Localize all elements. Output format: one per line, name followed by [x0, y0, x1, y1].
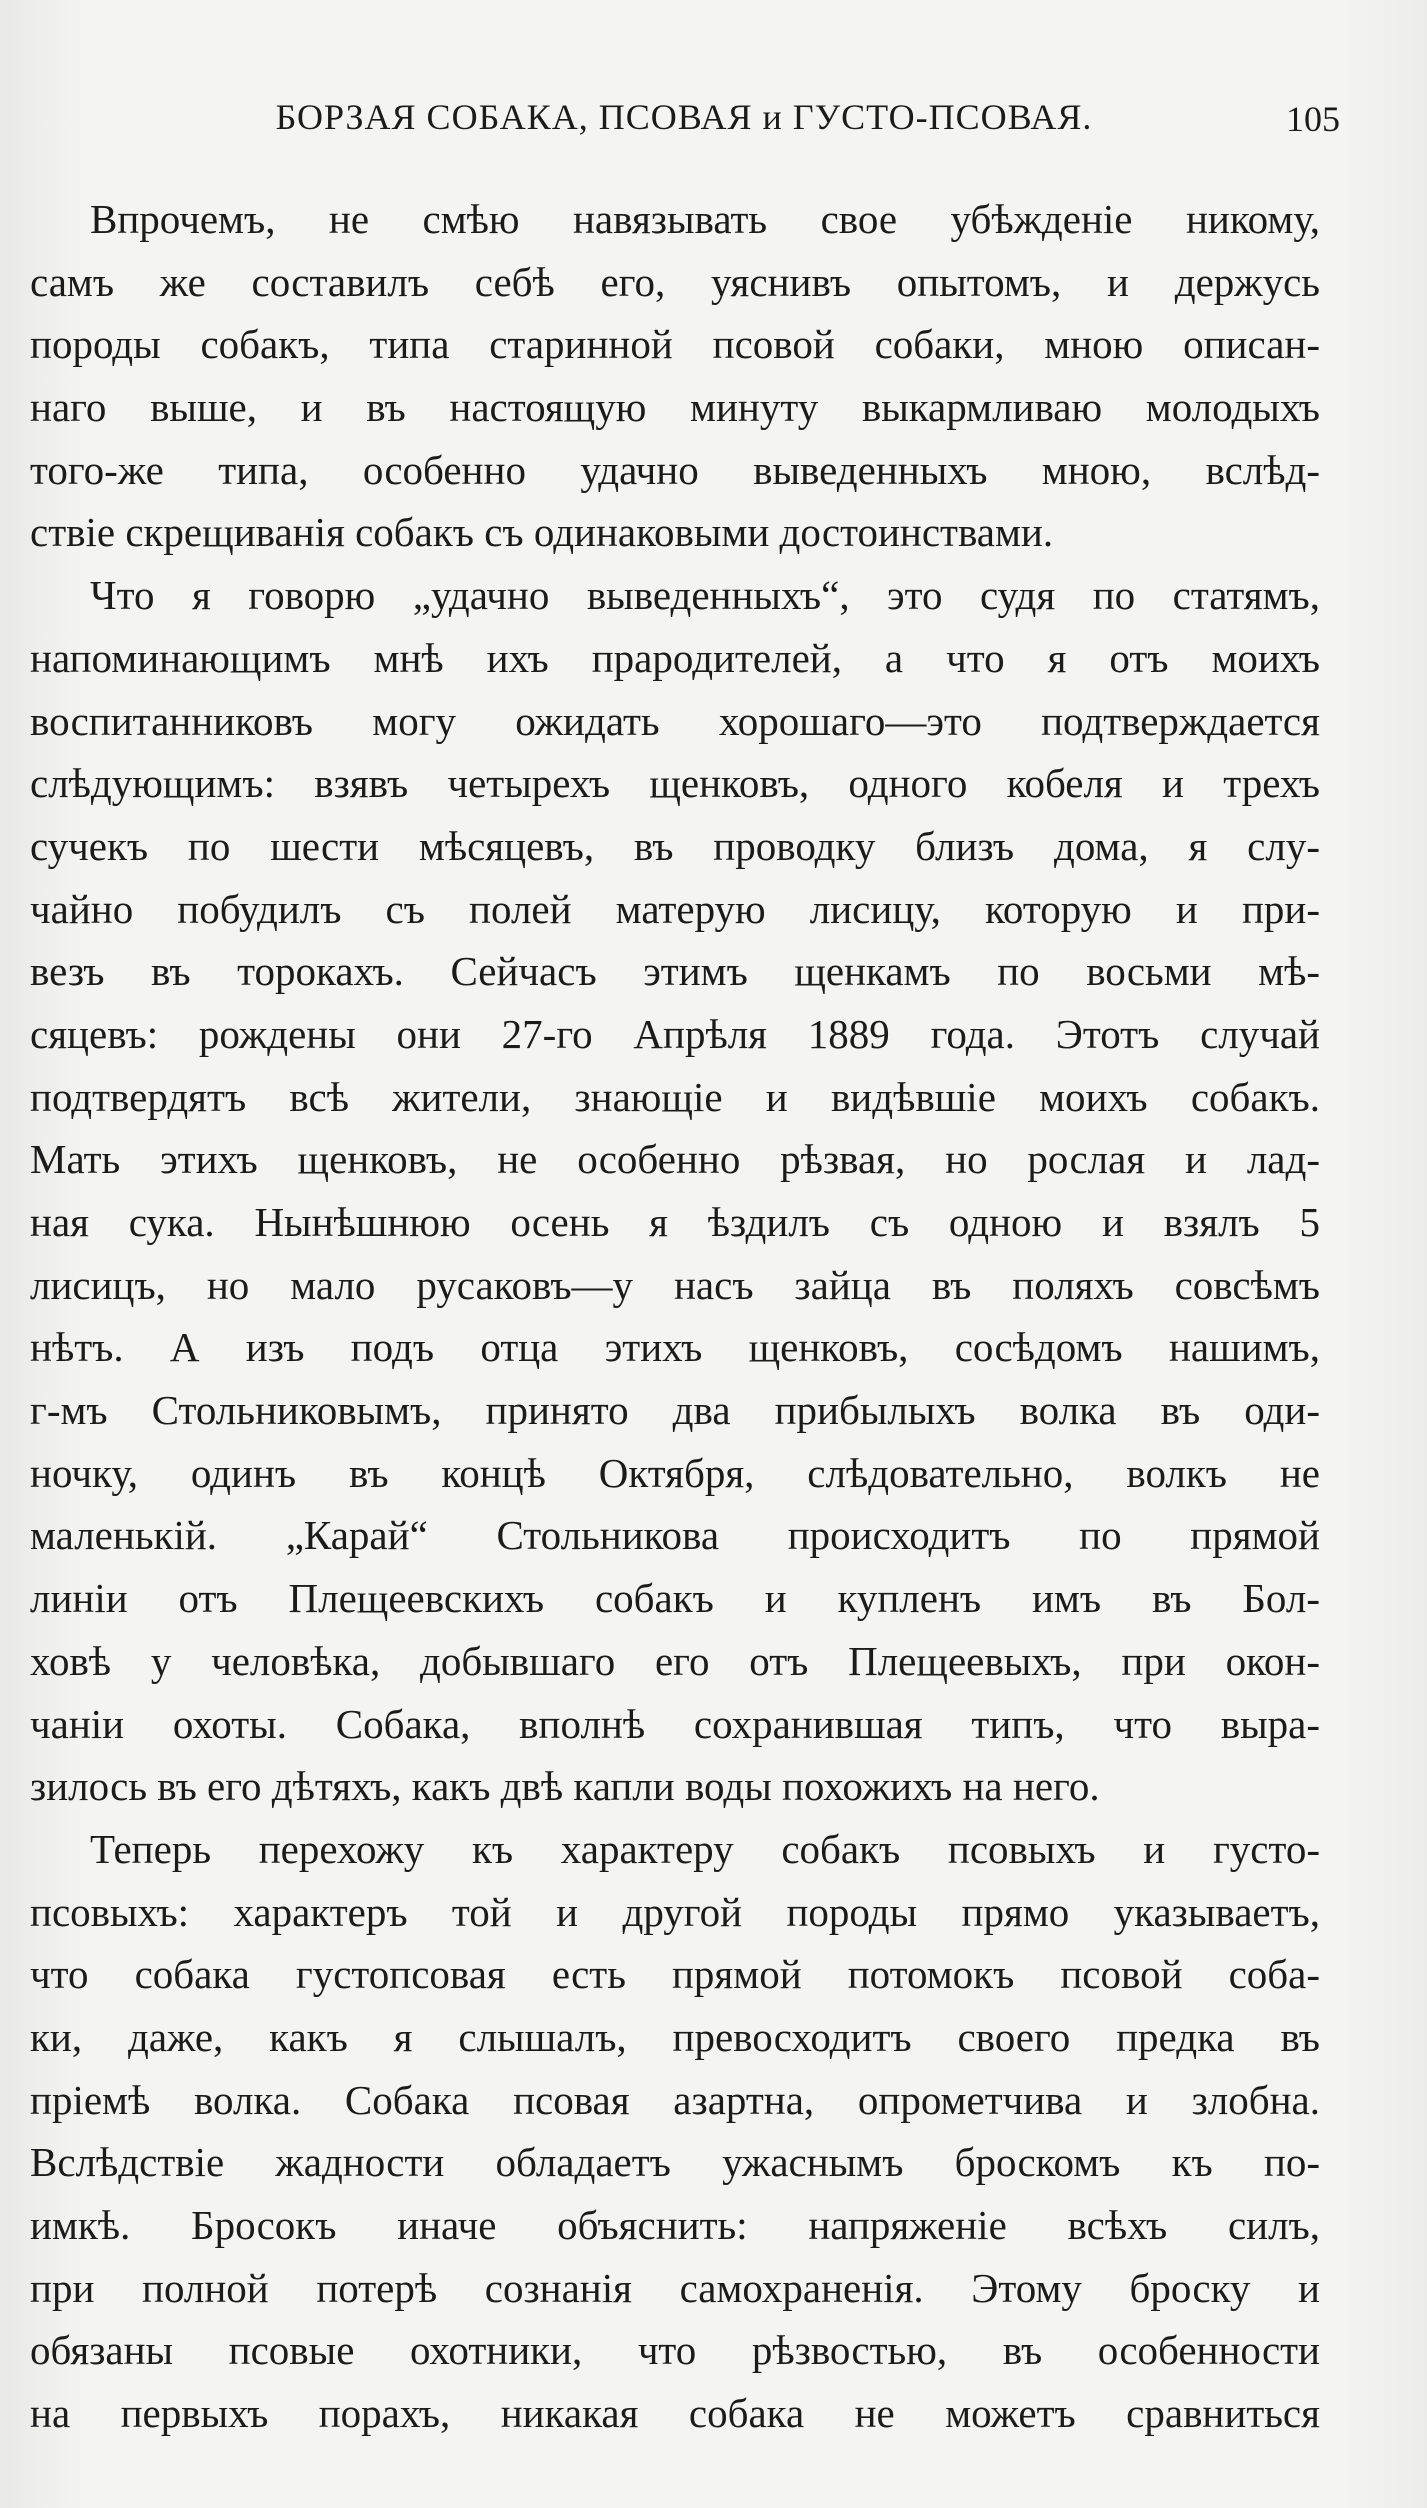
text-line: линіи отъ Плещеевскихъ собакъ и купленъ имъ въ Бол- [30, 1575, 1320, 1622]
text-line: слѣдующимъ: взявъ четырехъ щенковъ, одного кобеля и трехъ [30, 760, 1320, 807]
text-line: псовыхъ: характеръ той и другой породы прямо указываетъ, [30, 1888, 1320, 1935]
text-line: сяцевъ: рождены они 27-го Апрѣля 1889 года. Этотъ случай [30, 1010, 1320, 1057]
page-number: 105 [1286, 99, 1340, 139]
text-line: ночку, одинъ въ концѣ Октября, слѣдовательно, волкъ не [30, 1449, 1320, 1496]
text-line: чаніи охоты. Собака, вполнѣ сохранившая типъ, что выра- [30, 1700, 1320, 1747]
text-line: воспитанниковъ могу ожидать хорошаго—это подтверждается [30, 697, 1320, 744]
text-line: при полной потерѣ сознанія самохраненія. Этому броску и [30, 2264, 1320, 2311]
text-line: имкѣ. Бросокъ иначе объяснить: напряженіе всѣхъ силъ, [30, 2202, 1320, 2248]
text-line: лисицъ, но мало русаковъ—у насъ зайца въ поляхъ совсѣмъ [30, 1261, 1320, 1308]
text-line: везъ въ торокахъ. Сейчасъ этимъ щенкамъ по восьми мѣ- [30, 948, 1320, 995]
paragraph-3 [30, 1818, 1320, 2445]
text-line: Теперь перехожу къ характеру собакъ псовыхъ и густо- [90, 1825, 1320, 1872]
text-line: сучекъ по шести мѣсяцевъ, въ проводку близъ дома, я слу- [30, 822, 1320, 869]
text-line: породы собакъ, типа старинной псовой собаки, мною описан- [30, 321, 1320, 368]
text-line: наго выше, и въ настоящую минуту выкармливаю молодыхъ [30, 384, 1320, 431]
text-line: зилось въ его дѣтяхъ, какъ двѣ капли воды похожихъ на него. [30, 1763, 1100, 1810]
text-line: обязаны псовые охотники, что рѣзвостью, въ особенности [30, 2327, 1320, 2374]
text-line: что собака густопсовая есть прямой потомокъ псовой соба- [30, 1951, 1320, 1998]
text-line: того-же типа, особенно удачно выведенныхъ мною, вслѣд- [30, 446, 1320, 493]
text-line: Впрочемъ, не смѣю навязывать свое убѣжденіе никому, [90, 196, 1320, 242]
text-line: г-мъ Стольниковымъ, принято два прибылыхъ волка въ оди- [30, 1387, 1320, 1434]
text-line: ная сука. Нынѣшнюю осень я ѣздилъ съ одною и взялъ 5 [30, 1199, 1320, 1245]
text-line: ховѣ у человѣка, добывшаго его отъ Плещеевыхъ, при окон- [30, 1637, 1320, 1684]
text-line: самъ же составилъ себѣ его, уяснивъ опытомъ, и держусь [30, 258, 1320, 305]
text-line: напоминающимъ мнѣ ихъ прародителей, а что я отъ моихъ [30, 634, 1320, 681]
text-line: ствіе скрещиванія собакъ съ одинаковыми достоинствами. [30, 509, 1054, 556]
text-line: на первыхъ порахъ, никакая собака не можетъ сравниться [30, 2390, 1320, 2437]
body-text [30, 188, 1320, 2445]
page-header [28, 96, 1340, 146]
text-line: нѣтъ. А изъ подъ отца этихъ щенковъ, сосѣдомъ нашимъ, [30, 1324, 1320, 1371]
paragraph-2 [30, 564, 1320, 1818]
paragraph-1 [30, 188, 1320, 564]
text-line: Мать этихъ щенковъ, не особенно рѣзвая, но рослая и лад- [30, 1136, 1320, 1183]
text-line: чайно побудилъ съ полей матерую лисицу, которую и при- [30, 885, 1320, 932]
text-line: Вслѣдствіе жадности обладаетъ ужаснымъ броскомъ къ по- [30, 2139, 1320, 2186]
running-title: БОРЗАЯ СОБАКА, ПСОВАЯ и ГУСТО-ПСОВАЯ. [275, 97, 1093, 137]
text-line: пріемѣ волка. Собака псовая азартна, опрометчива и злобна. [30, 2076, 1320, 2123]
text-line: подтвердятъ всѣ жители, знающіе и видѣвшіе моихъ собакъ. [30, 1073, 1320, 1120]
text-line: маленькій. „Карай“ Стольникова происходитъ по прямой [30, 1512, 1320, 1559]
text-line: Что я говорю „удачно выведенныхъ“, это судя по статямъ, [90, 572, 1320, 619]
text-line: ки, даже, какъ я слышалъ, превосходитъ своего предка въ [30, 2013, 1320, 2060]
